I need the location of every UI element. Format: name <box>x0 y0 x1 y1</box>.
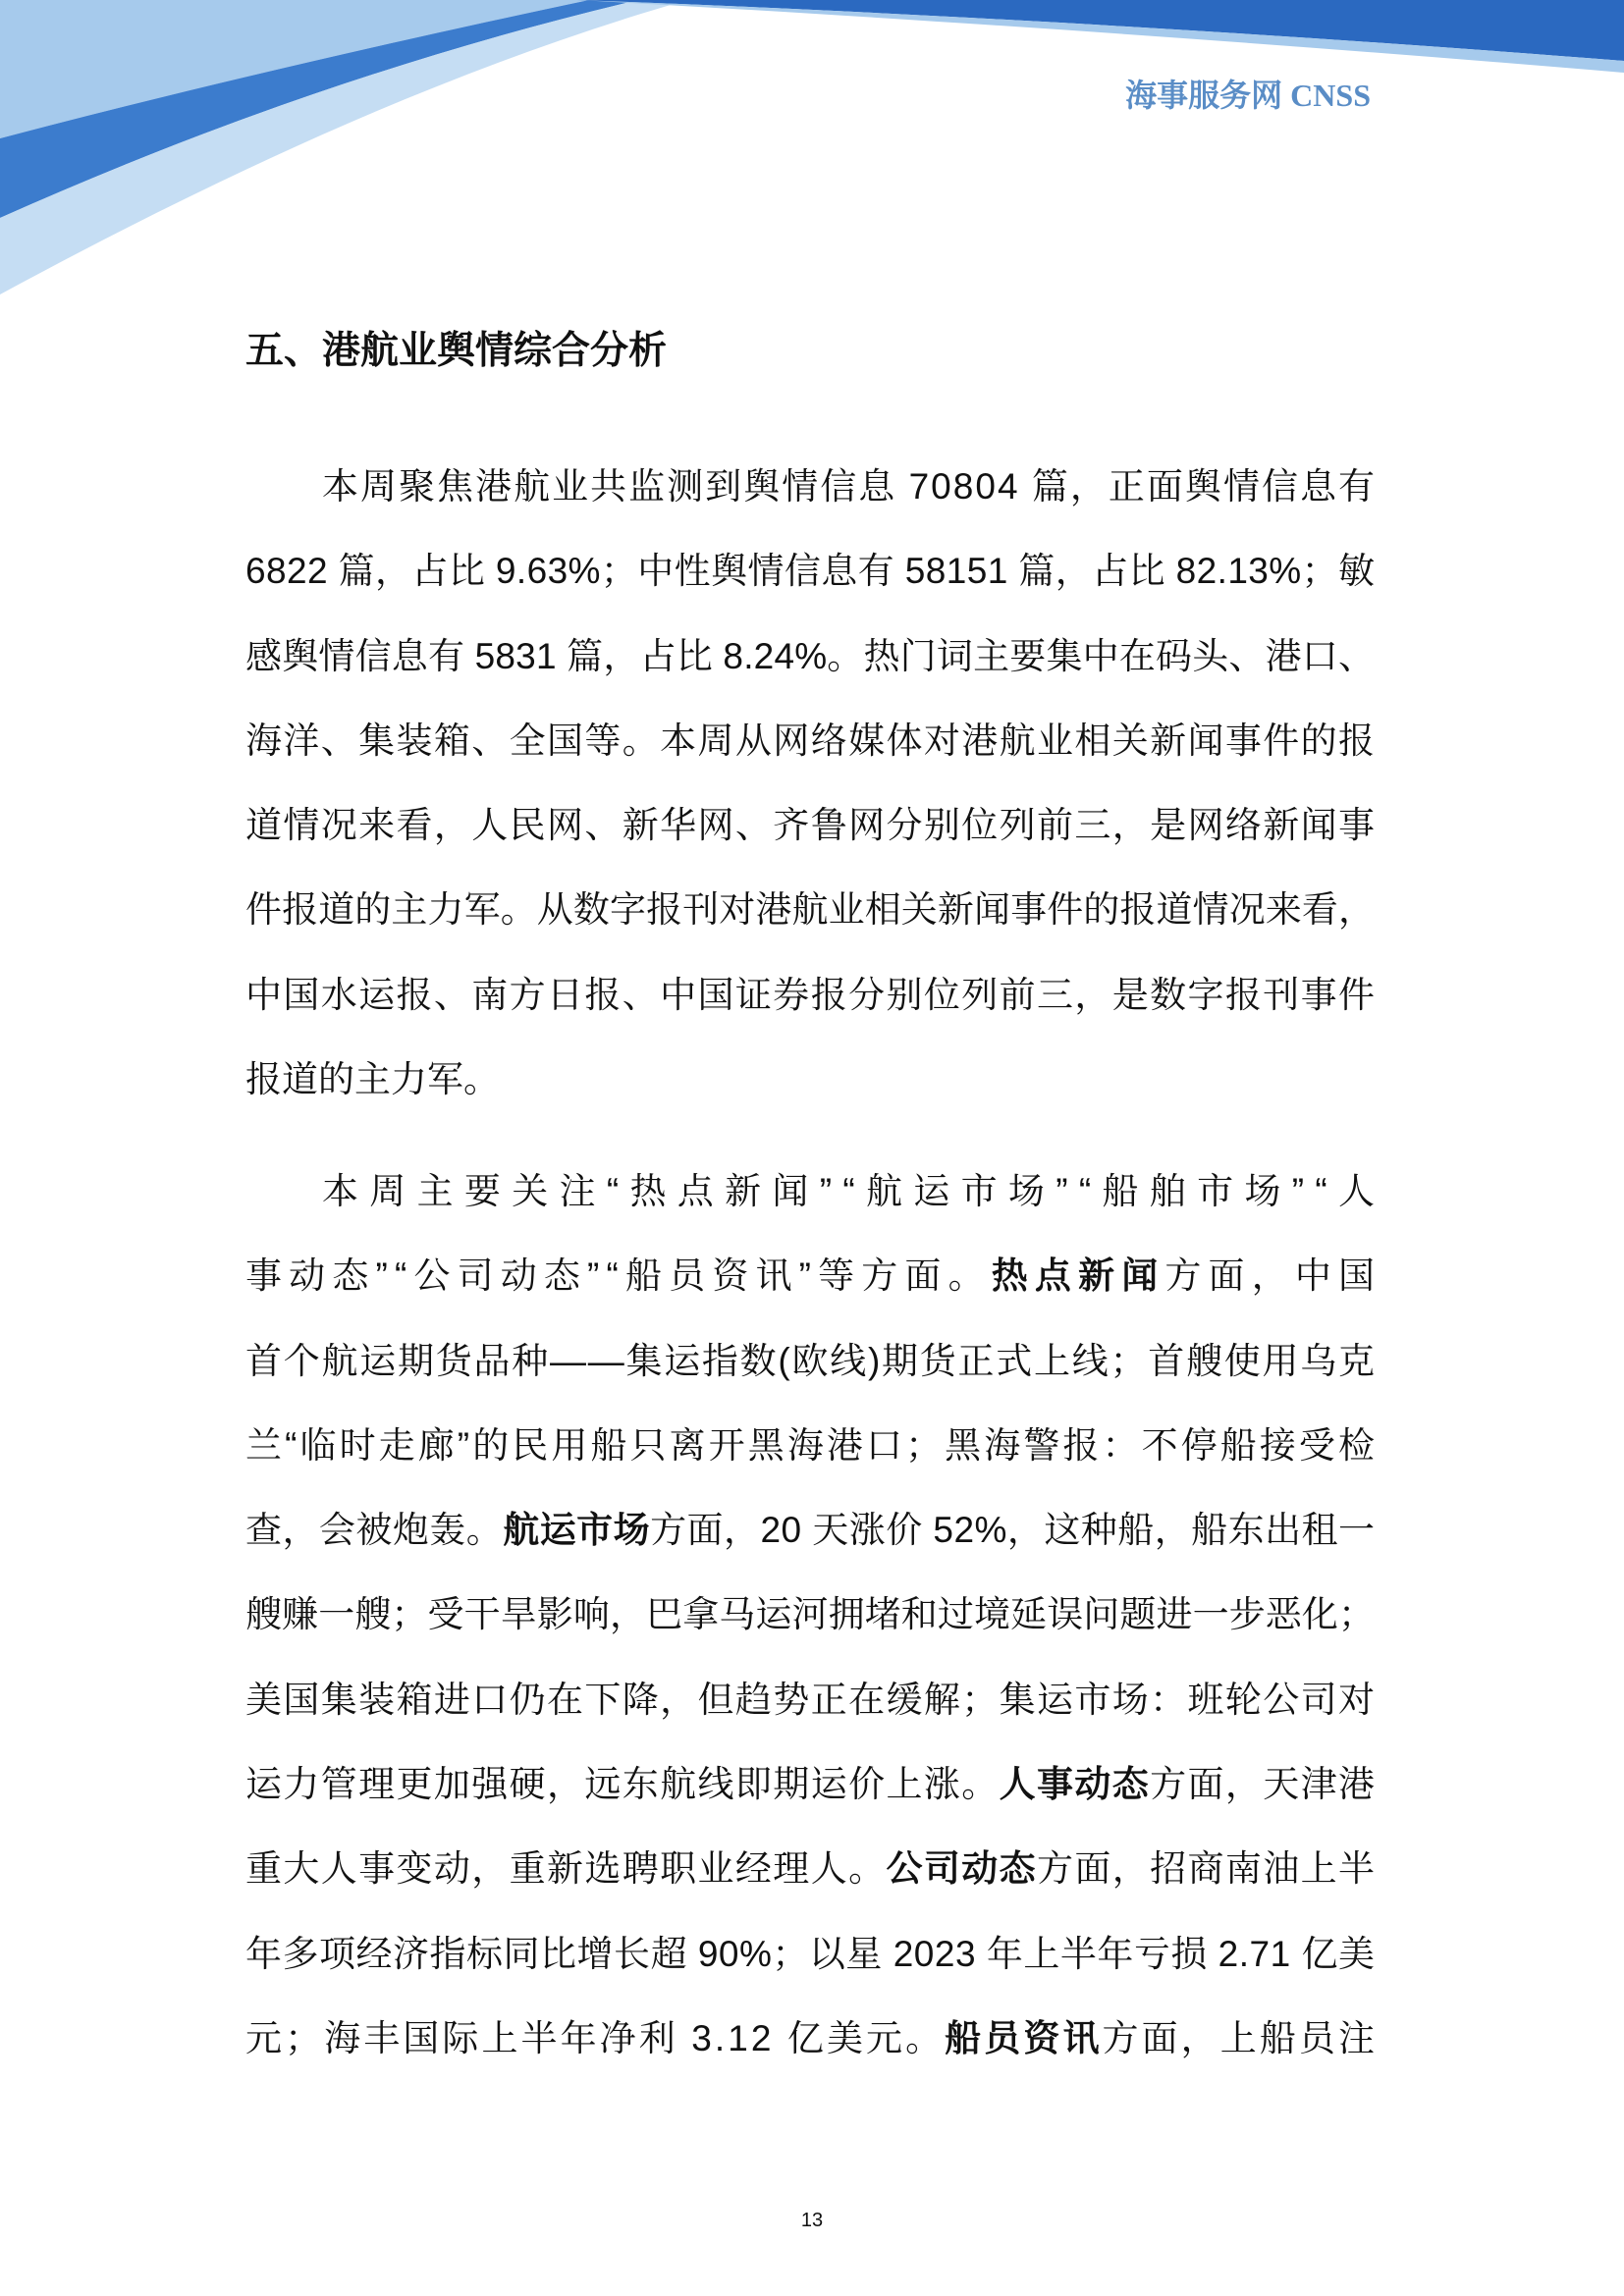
text-line <box>245 1742 1375 1827</box>
text-line <box>245 1038 1375 1122</box>
paragraph <box>245 1149 1386 2081</box>
text-run: 6822 篇，占比 9.63%；中性舆情信息有 58151 篇，占比 82.13%；敏 <box>245 551 1376 592</box>
text-line <box>245 868 1375 952</box>
text-line <box>245 1658 1375 1742</box>
bold-keyword: 热点新闻 <box>991 1255 1165 1297</box>
text-run: 美国集装箱进口仍在下降，但趋势正在缓解；集运市场：班轮公司对 <box>245 1679 1377 1720</box>
text-run: 方面，天津港 <box>1150 1764 1377 1805</box>
body-text <box>245 445 1386 2109</box>
text-run: 重大人事变动，重新选聘职业经理人。 <box>245 1848 887 1890</box>
text-line <box>245 1404 1379 1488</box>
text-run: 件报道的主力军。从数字报刊对港航业相关新闻事件的报道情况来看， <box>245 889 1376 931</box>
text-line <box>245 1149 1386 1234</box>
text-line <box>245 529 1375 614</box>
bold-keyword: 船员资讯 <box>945 2017 1103 2058</box>
text-run: 方面，招商南油上半 <box>1036 1848 1377 1890</box>
text-line <box>245 1234 1382 1318</box>
text-run: 海洋、集装箱、全国等。本周从网络媒体对港航业相关新闻事件的报 <box>245 720 1377 761</box>
text-run: 感舆情信息有 5831 篇，占比 8.24%。热门词主要集中在码头、港口、 <box>245 635 1376 676</box>
text-run: 兰“临时走廊”的民用船只离开黑海港口；黑海警报：不停船接受检 <box>245 1424 1379 1466</box>
text-line <box>245 953 1375 1038</box>
text-run: 运力管理更加强硬，远东航线即期运价上涨。 <box>245 1764 1000 1805</box>
text-run: 事动态”“公司动态”“船员资讯”等方面。 <box>245 1255 992 1297</box>
text-run: 首个航运期货品种——集运指数(欧线)期货正式上线；首艘使用乌克 <box>245 1340 1377 1381</box>
text-run: 查，会被炮轰。 <box>245 1510 504 1551</box>
text-run: 本周主要关注“热点新闻”“航运市场”“船舶市场”“人 <box>322 1170 1386 1211</box>
text-line <box>245 614 1375 699</box>
text-line <box>245 1488 1375 1573</box>
page-number: 13 <box>800 2210 824 2231</box>
section-heading: 五、港航业舆情综合分析 <box>245 330 668 372</box>
bold-keyword: 公司动态 <box>886 1848 1037 1890</box>
text-run: 方面，中国 <box>1164 1255 1382 1297</box>
text-line <box>245 699 1375 783</box>
bold-keyword: 人事动态 <box>999 1764 1151 1805</box>
text-line <box>245 783 1375 868</box>
text-line <box>245 445 1378 529</box>
text-run: 报道的主力军。 <box>245 1059 500 1100</box>
header-wave-graphic <box>0 0 1624 314</box>
text-line <box>245 1912 1375 1997</box>
text-run: 道情况来看，人民网、新华网、齐鲁网分别位列前三，是网络新闻事 <box>245 805 1377 846</box>
text-run: 本周聚焦港航业共监测到舆情信息 70804 篇，正面舆情信息有 <box>322 466 1378 507</box>
text-run: 元；海丰国际上半年净利 3.12 亿美元。 <box>245 2017 946 2058</box>
text-line <box>245 1997 1379 2081</box>
site-name: 海事服务网 CNSS <box>1125 78 1371 113</box>
text-run: 艘赚一艘；受干旱影响，巴拿马运河拥堵和过境延误问题进一步恶化； <box>245 1594 1376 1635</box>
text-line <box>245 1827 1375 1911</box>
text-line <box>245 1319 1375 1404</box>
text-run: 年多项经济指标同比增长超 90%；以星 2023 年上半年亏损 2.71 亿美 <box>245 1933 1376 1974</box>
text-run: 方面，20 天涨价 52%，这种船，船东出租一 <box>650 1510 1376 1551</box>
text-run: 中国水运报、南方日报、中国证券报分别位列前三，是数字报刊事件 <box>245 974 1377 1015</box>
bold-keyword: 航运市场 <box>503 1510 651 1551</box>
paragraph <box>245 445 1378 1122</box>
text-run: 方面，上船员注 <box>1102 2017 1379 2058</box>
text-line <box>245 1573 1375 1657</box>
